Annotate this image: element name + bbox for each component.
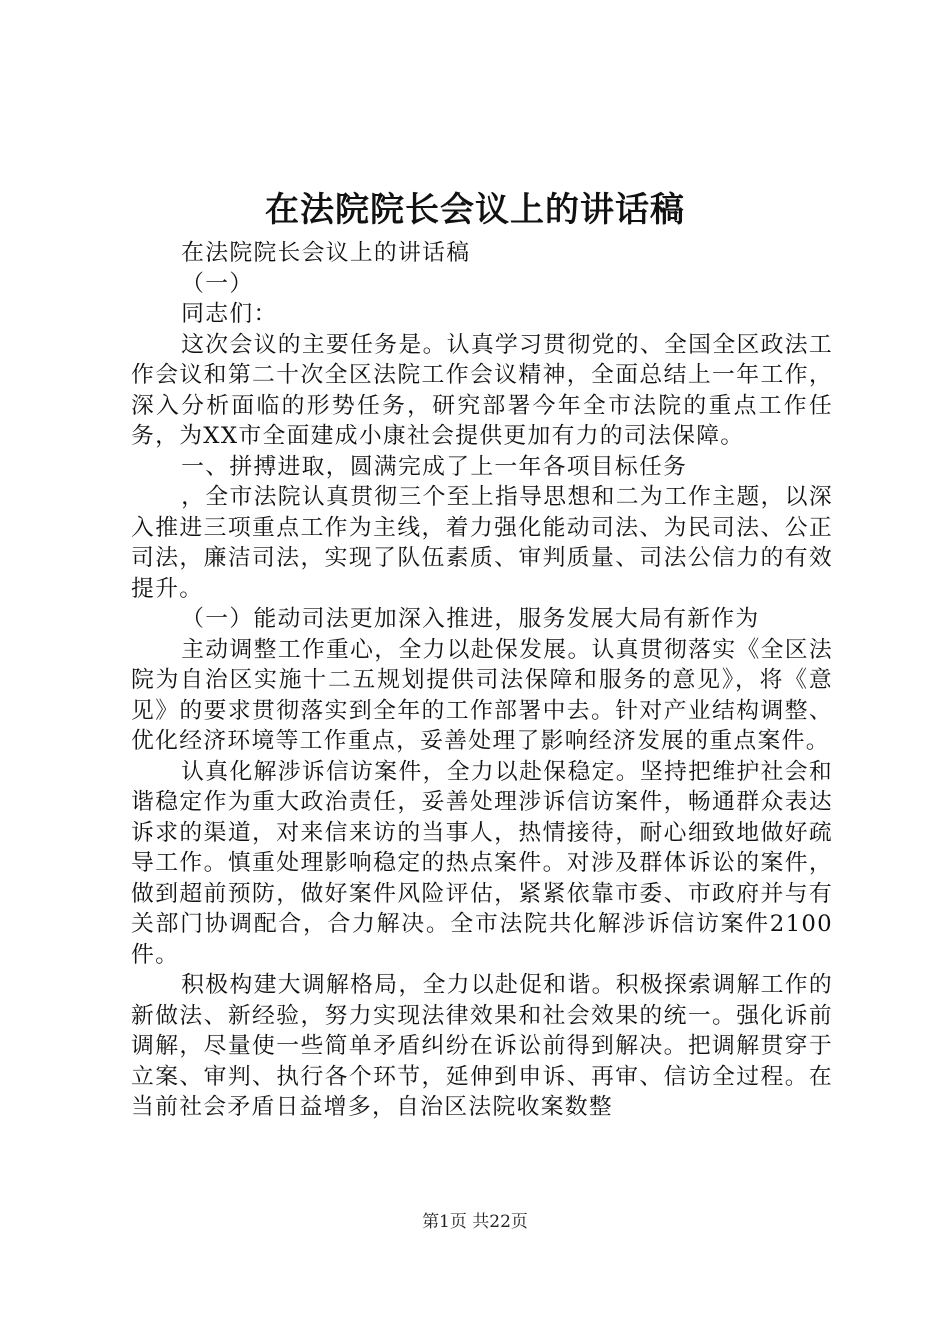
body-paragraph: 主动调整工作重心，全力以赴保发展。认真贯彻落实《全区法院为自治区实施十二五规划提供司法保障和服务的意见》，将《意见》的要求贯彻落实到全年的工作部署中去。针对产业结构调整、优化经济环境等工作重点，妥善处理了影响经济发展的重点案件。	[131, 636, 833, 754]
document-title: 在法院院长会议上的讲话稿	[265, 190, 685, 230]
page-footer: 第1页 共22页	[422, 1212, 528, 1232]
body-paragraph: 认真化解涉诉信访案件，全力以赴保稳定。坚持把维护社会和谐稳定作为重大政治责任，妥善处理涉诉信访案件，畅通群众表达诉求的渠道，对来信来访的当事人，热情接待，耐心细致地做好疏导工作。慎重处理影响稳定的热点案件。对涉及群体诉讼的案件，做到超前预防，做好案件风险评估，紧紧依靠市委、市政府并与有关部门协调配合，合力解决。全市法院共化解涉诉信访案件2100件。	[131, 758, 833, 968]
body-paragraph: 积极构建大调解格局，全力以赴促和谐。积极探索调解工作的新做法、新经验，努力实现法律效果和社会效果的统一。强化诉前调解，尽量使一些简单矛盾纠纷在诉讼前得到解决。把调解贯穿于立案、审判、执行各个环节，延伸到申诉、再审、信访全过程。在当前社会矛盾日益增多，自治区法院收案数整	[131, 972, 833, 1120]
salutation-paragraph: 同志们：	[181, 301, 278, 327]
section-heading: 一、拼搏进取，圆满完成了上一年各项目标任务	[181, 453, 688, 480]
subsection-heading: （一）能动司法更加深入推进，服务发展大局有新作为	[181, 606, 760, 632]
body-paragraph: 这次会议的主要任务是。认真学习贯彻党的、全国全区政法工作会议和第二十次全区法院工作会议精神，全面总结上一年工作，深入分析面临的形势任务，研究部署今年全市法院的重点工作任务，为XX市全面建成小康社会提供更加有力的司法保障。	[131, 331, 833, 449]
section-number-paragraph: （一）	[181, 270, 254, 297]
document-body	[131, 238, 833, 1123]
body-paragraph: ，全市法院认真贯彻三个至上指导思想和二为工作主题，以深入推进三项重点工作为主线，着力强化能动司法、为民司法、公正司法，廉洁司法，实现了队伍素质、审判质量、司法公信力的有效提升。	[131, 484, 833, 602]
subtitle-paragraph: 在法院院长会议上的讲话稿	[181, 240, 471, 266]
